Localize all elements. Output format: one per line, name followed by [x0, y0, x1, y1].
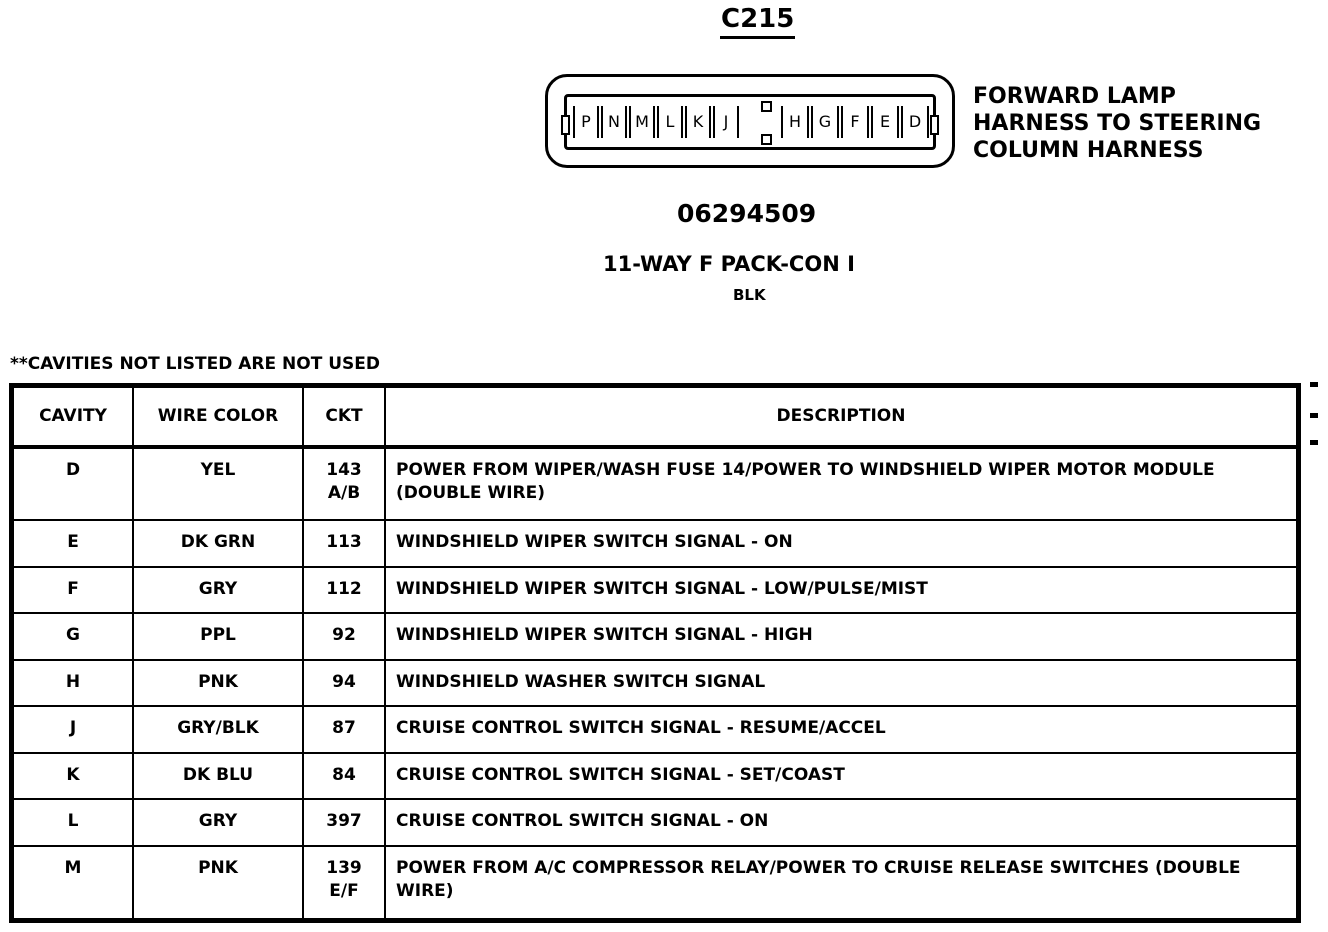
label-line-1: FORWARD LAMP — [973, 84, 1176, 109]
table-row — [13, 613, 1297, 660]
cell-wire-color: GRY/BLK — [133, 706, 303, 753]
cell-ckt: 92 — [303, 613, 385, 660]
connector-pin-housing — [564, 94, 936, 150]
cell-cavity: D — [13, 447, 133, 520]
cell-cavity: F — [13, 567, 133, 614]
cell-wire-color: GRY — [133, 567, 303, 614]
cell-cavity: G — [13, 613, 133, 660]
table-header-row — [13, 387, 1297, 447]
cell-ckt: 84 — [303, 753, 385, 800]
connector-title: C215 — [720, 2, 795, 39]
cell-ckt: 139 E/F — [303, 846, 385, 919]
edge-tick-middle — [1310, 413, 1318, 418]
cell-wire-color: PNK — [133, 660, 303, 707]
table-row — [13, 846, 1297, 919]
table-row — [13, 447, 1297, 520]
key-top — [761, 101, 772, 112]
cell-description: POWER FROM A/C COMPRESSOR RELAY/POWER TO CRUISE RELEASE SWITCHES (DOUBLE WIRE) — [385, 846, 1297, 919]
cell-wire-color: DK GRN — [133, 520, 303, 567]
cell-ckt: 112 — [303, 567, 385, 614]
cell-ckt: 397 — [303, 799, 385, 846]
cell-cavity: J — [13, 706, 133, 753]
table-row — [13, 799, 1297, 846]
cell-cavity: M — [13, 846, 133, 919]
cell-ckt: 87 — [303, 706, 385, 753]
cell-cavity: H — [13, 660, 133, 707]
cell-wire-color: YEL — [133, 447, 303, 520]
header-wire-color: WIRE COLOR — [133, 387, 303, 447]
cell-wire-color: PPL — [133, 613, 303, 660]
cell-cavity: E — [13, 520, 133, 567]
edge-tick-top — [1310, 382, 1318, 387]
part-number: 06294509 — [677, 199, 817, 228]
cell-description: WINDSHIELD WIPER SWITCH SIGNAL - LOW/PULSE/MIST — [385, 567, 1297, 614]
pin-p: P — [573, 106, 599, 138]
cell-wire-color: DK BLU — [133, 753, 303, 800]
header-description: DESCRIPTION — [385, 387, 1297, 447]
cell-cavity: L — [13, 799, 133, 846]
table-row — [13, 753, 1297, 800]
cell-description: CRUISE CONTROL SWITCH SIGNAL - SET/COAST — [385, 753, 1297, 800]
pin-g: G — [811, 106, 839, 138]
pin-k: K — [685, 106, 711, 138]
table-row — [13, 660, 1297, 707]
header-ckt: CKT — [303, 387, 385, 447]
connector-type: 11-WAY F PACK-CON I — [603, 252, 855, 276]
cell-description: WINDSHIELD WIPER SWITCH SIGNAL - ON — [385, 520, 1297, 567]
label-line-2: HARNESS TO STEERING — [973, 111, 1262, 136]
cavity-table — [12, 386, 1298, 920]
edge-tick-bottom — [1310, 440, 1318, 445]
cell-wire-color: GRY — [133, 799, 303, 846]
pin-j: J — [713, 106, 739, 138]
table-row — [13, 520, 1297, 567]
cell-ckt: 113 — [303, 520, 385, 567]
pin-h: H — [781, 106, 809, 138]
latch-right — [930, 115, 939, 135]
latch-left — [561, 115, 570, 135]
cell-wire-color: PNK — [133, 846, 303, 919]
pin-f: F — [841, 106, 869, 138]
cell-ckt: 143 A/B — [303, 447, 385, 520]
table-row — [13, 706, 1297, 753]
connector-face-diagram — [545, 74, 955, 168]
cell-description: CRUISE CONTROL SWITCH SIGNAL - ON — [385, 799, 1297, 846]
pin-m: M — [629, 106, 655, 138]
cell-description: CRUISE CONTROL SWITCH SIGNAL - RESUME/ACCEL — [385, 706, 1297, 753]
cell-cavity: K — [13, 753, 133, 800]
cell-description: WINDSHIELD WIPER SWITCH SIGNAL - HIGH — [385, 613, 1297, 660]
connector-location-label — [973, 83, 1261, 164]
label-line-3: COLUMN HARNESS — [973, 138, 1204, 163]
unused-cavities-note: **CAVITIES NOT LISTED ARE NOT USED — [10, 354, 381, 374]
connector-color: BLK — [733, 286, 766, 304]
pin-n: N — [601, 106, 627, 138]
cell-description: POWER FROM WIPER/WASH FUSE 14/POWER TO WINDSHIELD WIPER MOTOR MODULE (DOUBLE WIRE) — [385, 447, 1297, 520]
pin-l: L — [657, 106, 683, 138]
header-cavity: CAVITY — [13, 387, 133, 447]
cell-ckt: 94 — [303, 660, 385, 707]
pin-d: D — [901, 106, 929, 138]
cavity-table-frame — [9, 383, 1301, 923]
table-row — [13, 567, 1297, 614]
cell-description: WINDSHIELD WASHER SWITCH SIGNAL — [385, 660, 1297, 707]
pin-e: E — [871, 106, 899, 138]
key-bottom — [761, 134, 772, 145]
